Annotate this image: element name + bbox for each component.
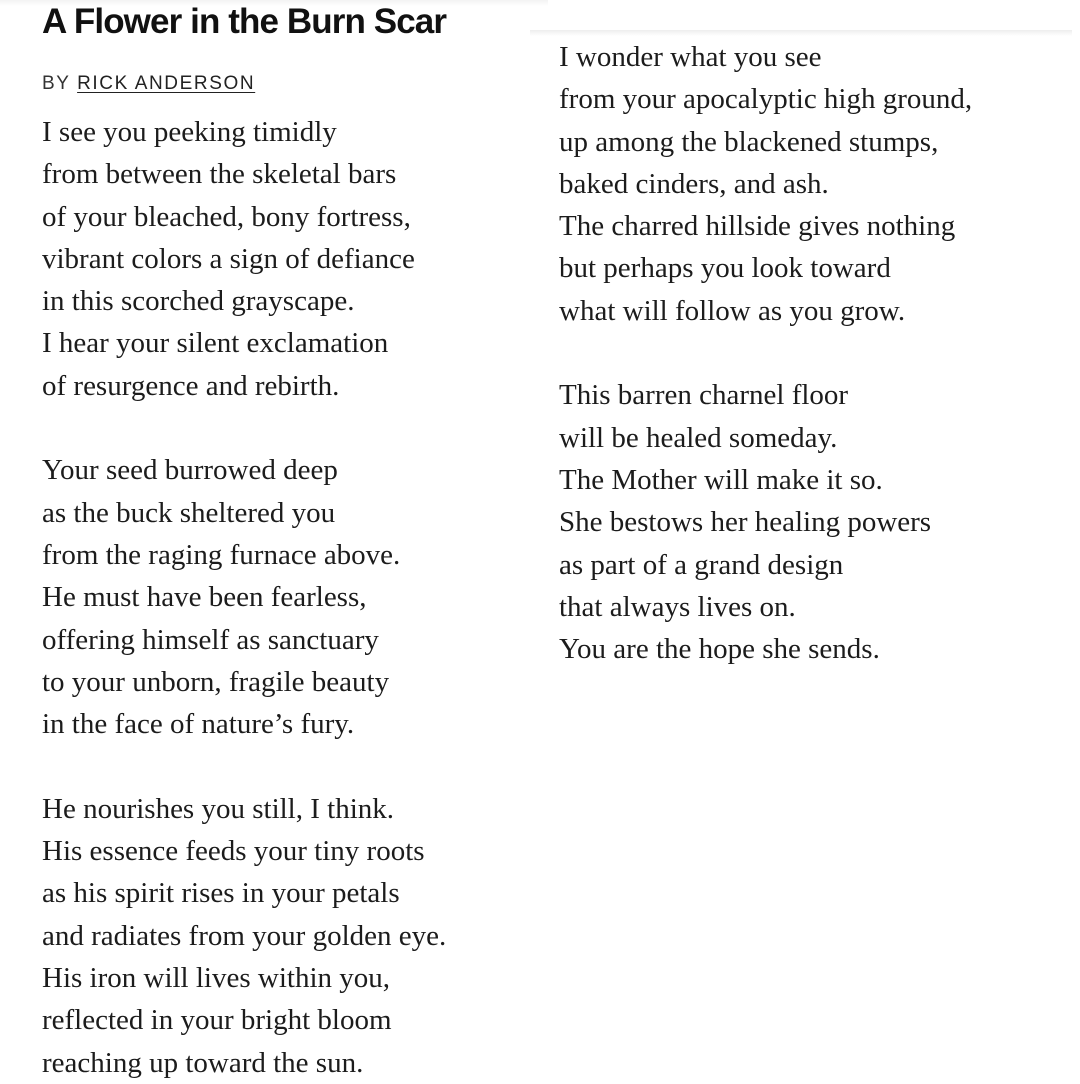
poem-column-right [559, 36, 1069, 670]
poem-line: offering himself as sanctuary [42, 623, 379, 656]
poem-line: will be healed someday. [559, 421, 838, 454]
byline-prefix: BY [42, 73, 71, 94]
poem-line: in this scorched grayscape. [42, 285, 355, 318]
poem-line: that always lives on. [559, 590, 796, 623]
poem-line: His essence feeds your tiny roots [42, 835, 425, 868]
poem-line: I wonder what you see [559, 41, 822, 73]
poem-line: This barren charnel floor [559, 379, 849, 412]
poem-line: as part of a grand design [559, 548, 844, 581]
poem-line: up among the blackened stumps, [559, 125, 939, 158]
poem-line: to your unborn, fragile beauty [42, 665, 390, 698]
poem-line: The charred hillside gives nothing [559, 210, 956, 243]
poem-line: reaching up toward the sun. [42, 1046, 364, 1079]
poem-line: as the buck sheltered you [42, 496, 336, 529]
poem-line: and radiates from your golden eye. [42, 919, 447, 952]
poem-line: from your apocalyptic high ground, [559, 83, 973, 116]
poem-line: Your seed burrowed deep [42, 454, 338, 487]
poem-line: from between the skeletal bars [42, 158, 397, 191]
stanza [559, 374, 1069, 670]
poem-line: I see you peeking timidly [42, 116, 337, 148]
poem-title: A Flower in the Burn Scar [42, 2, 447, 41]
poem-line: as his spirit rises in your petals [42, 877, 400, 910]
poem-line: what will follow as you grow. [559, 294, 906, 327]
poem-line: The Mother will make it so. [559, 463, 883, 496]
byline [42, 73, 255, 95]
poem-line: vibrant colors a sign of defiance [42, 242, 415, 275]
poem-column-left [42, 111, 522, 1084]
poem-line: He must have been fearless, [42, 581, 367, 614]
poem-line: from the raging furnace above. [42, 538, 401, 571]
poem-line: reflected in your bright bloom [42, 1004, 392, 1037]
stanza [559, 36, 1069, 332]
poem-line: of resurgence and rebirth. [42, 369, 340, 402]
stanza [42, 111, 522, 407]
poem-line: He nourishes you still, I think. [42, 792, 395, 825]
stanza [42, 788, 522, 1084]
stanza [42, 449, 522, 745]
poem-line: of your bleached, bony fortress, [42, 200, 411, 233]
poem-line: I hear your silent exclamation [42, 327, 389, 360]
poem-line: but perhaps you look toward [559, 252, 891, 285]
author-link[interactable]: RICK ANDERSON [77, 73, 256, 94]
poem-line: She bestows her healing powers [559, 506, 932, 539]
poem-line: You are the hope she sends. [559, 633, 880, 666]
poem-line: in the face of nature’s fury. [42, 708, 355, 741]
poem-line: baked cinders, and ash. [559, 167, 829, 200]
poem-line: His iron will lives within you, [42, 961, 390, 994]
